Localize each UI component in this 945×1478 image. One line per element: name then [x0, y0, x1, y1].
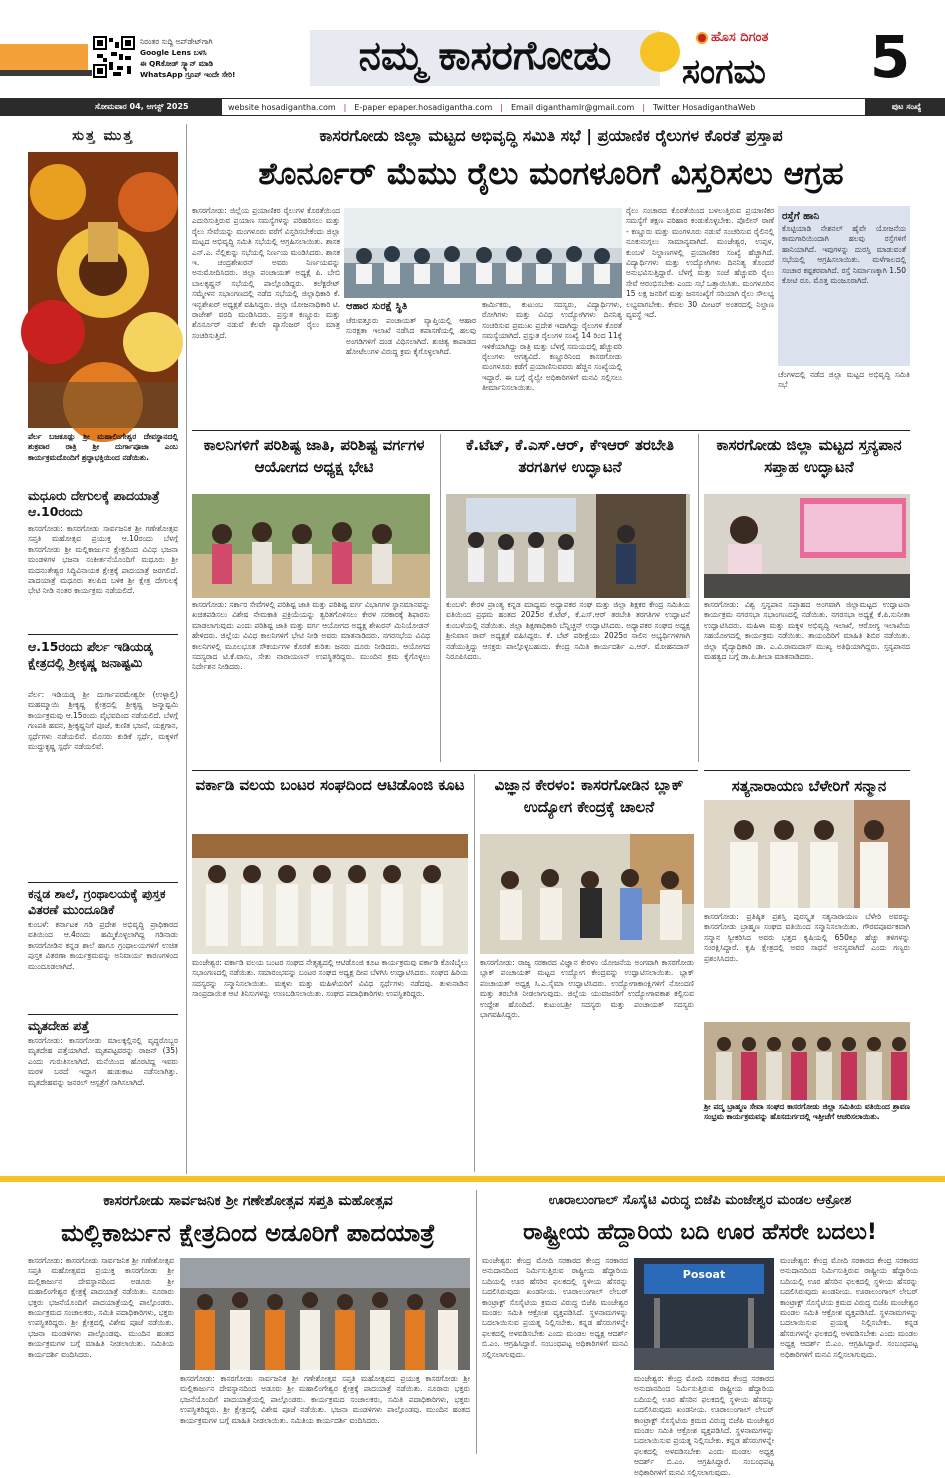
story-body: ಕಾಸರಗೋಡು: ಕಾಸರಗೋಡು ಸಾರ್ವಜನಿಕ ಶ್ರೀ ಗಣೇಶೋತ್ಸವ ಸಪ್ತತಿ ಮಹೋತ್ಸವದ ಪ್ರಯುಕ್ತ ಕಾಸರಗೋಡು ಶ್ರೀ ಮಲ್ಲಿಕಾರ್ಜುನ ದೇವಸ್ಥಾನದಿಂದ ಅಡೂರು ಶ್ರೀ ಮಹಾಲಿಂಗೇಶ್ವರ ಕ್ಷೇತ್ರಕ್ಕೆ ಪಾದಯಾತ್ರೆ ನಡೆಯಿತು. ನೂರಾರು ಭಕ್ತರು ಭಜನೆಯೊಂದಿಗೆ ಪಾದಯಾತ್ರೆಯಲ್ಲಿ ಪಾಲ್ಗೊಂಡರು. ಕಾರ್ಯಕ್ರಮದ ಸಂಚಾಲಕರು, ಸಮಿತಿ ಪದಾಧಿಕಾರಿಗಳು, ಭಕ್ತರು ಉಪಸ್ಥಿತರಿದ್ದರು. ಶ್ರೀ ಕ್ಷೇತ್ರದಲ್ಲಿ ವಿಶೇಷ ಪೂಜೆ ನಡೆಯಿತು. ಭಜನಾ ಮಂಡಳಿಗಳು ಪಾಲ್ಗೊಂಡವು. ಮುಂದಿನ ಹಂತದ ಕಾರ್ಯಕ್ರಮಗಳ ಬಗ್ಗೆ ಮಾಹಿತಿ ನೀಡಲಾಯಿತು. ಸಮಿತಿಯ ಕಾರ್ಯದರ್ಶಿ ವಂದಿಸಿದರು.	[180, 1374, 470, 1425]
lead-body: ಕಾರ್ಮಿಕರು, ಕುಟುಂಬ ಸದಸ್ಯರು, ವಿದ್ಯಾರ್ಥಿಗಳು, ರೋಗಿಗಳು ಮತ್ತು ವಿವಿಧ ಉದ್ಯೋಗಿಗಳು ದಿನನಿತ್ಯ ಸಂಚರಿಸುವ ಪ್ರಮುಖ ಪ್ರದೇಶ ಇದಾಗಿದ್ದು ರೈಲುಗಳ ಕೊರತೆ ಸಮಸ್ಯೆಯಾಗಿದೆ. ಪ್ರಸ್ತುತ ರೈಲುಗಳ ಸಂಖ್ಯೆ 14 ರಿಂದ 11ಕ್ಕೆ ಇಳಿಕೆಯಾಗಿದ್ದು ರಾತ್ರಿ ಮತ್ತು ಬೆಳಗ್ಗೆ ಸಮಯದಲ್ಲಿ ಹೆಚ್ಚುವರಿ ರೈಲುಗಳು ಅಗತ್ಯವಿದೆ. ಕಣ್ಣೂರಿನಿಂದ ಕಾಸರಗೋಡು ಮಂಗಳೂರು ಕಡೆಗೆ ಪ್ರಯಾಣಿಸುವವರು ಹೆಚ್ಚಿನ ಸಂಖ್ಯೆಯಲ್ಲಿ ಇದ್ದಾರೆ. ಈ ಬಗ್ಗೆ ರೈಲ್ವೇ ಅಧಿಕಾರಿಗಳಿಗೆ ಮನವಿ ಸಲ್ಲಿಸಲು ತೀರ್ಮಾನಿಸಲಾಯಿತು.	[482, 300, 622, 393]
story-body: ಮಂಜೇಶ್ವರ: ಕೇಂದ್ರ ಮೋದಿ ಸರಕಾರದ ಕೇಂದ್ರ ಸರಕಾರದ ಅನುದಾನದಿಂದ ನಿರ್ಮಿಸುತ್ತಿರುವ ರಾಷ್ಟ್ರೀಯ ಹೆದ್ದಾರಿಯ ಬದಿಯಲ್ಲಿ ಊರ ಹೆಸರಿನ ಫಲಕದಲ್ಲಿ ಸ್ಥಳೀಯ ಹೆಸರನ್ನು ಬದಲಿಸಿರುವುದು ಖಂಡನೀಯ. ಊರಾಲುಂಗಾಲ್ ಲೇಬರ್ ಕಾಂಟ್ರಾಕ್ಟ್ ಸೊಸೈಟಿಯ ಕ್ರಮದ ವಿರುದ್ಧ ಬಿಜೆಪಿ ಮಂಜೇಶ್ವರ ಮಂಡಲ ಸಮಿತಿ ಆಕ್ರೋಶ ವ್ಯಕ್ತಪಡಿಸಿದೆ. ಸ್ಥಳನಾಮಗಳನ್ನು ಬದಲಾಯಿಸುವ ಪ್ರಯತ್ನ ನಿಲ್ಲಿಸಬೇಕು. ಕನ್ನಡ ಹೆಸರುಗಳನ್ನೇ ಫಲಕದಲ್ಲಿ ಅಳವಡಿಸಬೇಕು ಎಂದು ಮಂಡಲ ಅಧ್ಯಕ್ಷ ಆದರ್ಶ್ ಬಿ.ಎಂ. ಆಗ್ರಹಿಸಿದ್ದಾರೆ. ಸಂಬಂಧಪಟ್ಟ ಅಧಿಕಾರಿಗಳಿಗೆ ಮನವಿ ಸಲ್ಲಿಸಲಾಗುವುದು.	[634, 1374, 774, 1477]
email-link[interactable]: Email diganthamlr@gmail.com	[510, 102, 635, 112]
website-link[interactable]: website hosadigantha.com	[228, 102, 336, 112]
story-headline: ವರ್ಕಾಡಿ ವಲಯ ಬಂಟರ ಸಂಘದಿಂದ ಆಟಿಡೊಂಜಿ ಕೂಟ	[195, 776, 465, 794]
story-body: ಮಂಜೇಶ್ವರ: ಕೇಂದ್ರ ಮೋದಿ ಸರಕಾರದ ಕೇಂದ್ರ ಸರಕಾರದ ಅನುದಾನದಿಂದ ನಿರ್ಮಿಸುತ್ತಿರುವ ರಾಷ್ಟ್ರೀಯ ಹೆದ್ದಾರಿಯ ಬದಿಯಲ್ಲಿ ಊರ ಹೆಸರಿನ ಫಲಕದಲ್ಲಿ ಸ್ಥಳೀಯ ಹೆಸರನ್ನು ಬದಲಿಸಿರುವುದು ಖಂಡನೀಯ. ಊರಾಲುಂಗಾಲ್ ಲೇಬರ್ ಕಾಂಟ್ರಾಕ್ಟ್ ಸೊಸೈಟಿಯ ಕ್ರಮದ ವಿರುದ್ಧ ಬಿಜೆಪಿ ಮಂಜೇಶ್ವರ ಮಂಡಲ ಸಮಿತಿ ಆಕ್ರೋಶ ವ್ಯಕ್ತಪಡಿಸಿದೆ. ಸ್ಥಳನಾಮಗಳನ್ನು ಬದಲಾಯಿಸುವ ಪ್ರಯತ್ನ ನಿಲ್ಲಿಸಬೇಕು. ಕನ್ನಡ ಹೆಸರುಗಳನ್ನೇ ಫಲಕದಲ್ಲಿ ಅಳವಡಿಸಬೇಕು ಎಂದು ಮಂಡಲ ಅಧ್ಯಕ್ಷ ಆದರ್ಶ್ ಬಿ.ಎಂ. ಆಗ್ರಹಿಸಿದ್ದಾರೆ. ಸಂಬಂಧಪಟ್ಟ ಅಧಿಕಾರಿಗಳಿಗೆ ಮನವಿ ಸಲ್ಲಿಸಲಾಗುವುದು.	[780, 1256, 918, 1359]
story-photo	[192, 494, 430, 598]
story-body: ಪೆರ್ಲ: ಇಡಿಯಡ್ಕ ಶ್ರೀ ದುರ್ಗಾಪರಮೇಶ್ವರೀ (ಉಳ್ಳಾಲ್ತಿ) ಮಹಮ್ಮಾಯಿ ಶ್ರೀಕೃಷ್ಣ ಕ್ಷೇತ್ರದಲ್ಲಿ ಶ್ರೀಕೃಷ್ಣ ಜನ್ಮಾಷ್ಟಮಿ ಕಾರ್ಯಕ್ರಮವು ಆ.15ರಂದು ವೈಭವದಿಂದ ನಡೆಯಲಿದೆ. ಬೆಳಗ್ಗೆ ಗಣಪತಿ ಹವನ, ಶ್ರೀಕೃಷ್ಣನಿಗೆ ಪೂಜೆ, ಕುಣಿತ ಭಜನೆ, ಯಕ್ಷಗಾನ, ಸ್ಪರ್ಧೆಗಳು ನಡೆಯಲಿವೆ. ಮೊಸರು ಕುಡಿಕೆ ಸ್ಪರ್ಧೆ, ಮಕ್ಕಳಿಗೆ ಮುದ್ದುಕೃಷ್ಣ ಸ್ಪರ್ಧೆ ನಡೆಯಲಿವೆ.	[28, 690, 178, 752]
story-body: ಕಾಸರಗೋಡು: ಕಾಸರಗೋಡು ಸಾರ್ವಜನಿಕ ಶ್ರೀ ಗಣೇಶೋತ್ಸವ ಸಪ್ತತಿ ಮಹೋತ್ಸವದ ಪ್ರಯುಕ್ತ ಕಾಸರಗೋಡು ಶ್ರೀ ಮಲ್ಲಿಕಾರ್ಜುನ ದೇವಸ್ಥಾನದಿಂದ ಅಡೂರು ಶ್ರೀ ಮಹಾಲಿಂಗೇಶ್ವರ ಕ್ಷೇತ್ರಕ್ಕೆ ಪಾದಯಾತ್ರೆ ನಡೆಯಿತು. ನೂರಾರು ಭಕ್ತರು ಭಜನೆಯೊಂದಿಗೆ ಪಾದಯಾತ್ರೆಯಲ್ಲಿ ಪಾಲ್ಗೊಂಡರು. ಕಾರ್ಯಕ್ರಮದ ಸಂಚಾಲಕರು, ಸಮಿತಿ ಪದಾಧಿಕಾರಿಗಳು, ಭಕ್ತರು ಉಪಸ್ಥಿತರಿದ್ದರು. ಶ್ರೀ ಕ್ಷೇತ್ರದಲ್ಲಿ ವಿಶೇಷ ಪೂಜೆ ನಡೆಯಿತು. ಭಜನಾ ಮಂಡಳಿಗಳು ಪಾಲ್ಗೊಂಡವು. ಮುಂದಿನ ಹಂತದ ಕಾರ್ಯಕ್ರಮಗಳ ಬಗ್ಗೆ ಮಾಹಿತಿ ನೀಡಲಾಯಿತು. ಸಮಿತಿಯ ಕಾರ್ಯದರ್ಶಿ ವಂದಿಸಿದರು.	[28, 1256, 174, 1359]
divider	[192, 430, 910, 431]
lead-body: ಚೆಂಗಳದಲ್ಲಿ ನಡೆದ ಜಿಲ್ಲಾ ಮಟ್ಟದ ಅಭಿವೃದ್ಧಿ ಸಮಿತಿ ಸಭೆ	[778, 370, 910, 390]
qr-line: WhatsApp ಗ್ರೂಪ್ ಇಂದೇ ಸೇರಿ!	[140, 70, 236, 79]
story-photo	[704, 800, 910, 908]
date-line: ಸೋಮವಾರ 04, ಆಗಸ್ಟ್ 2025	[95, 102, 189, 111]
story-headline: ವಿಜ್ಞಾನ ಕೇರಳಂ: ಕಾಸರಗೋಡಿನ ಬ್ಲಾಕ್ ಉದ್ಯೋಗ ಕೇಂದ್ರಕ್ಕೆ ಚಾಲನೆ	[494, 776, 684, 816]
story-photo	[704, 494, 910, 598]
section-logo: ಸುತ್ತ ಮುತ್ತ	[72, 128, 134, 144]
story-body: ಮಂಜೇಶ್ವರ: ಕೇಂದ್ರ ಮೋದಿ ಸರಕಾರದ ಕೇಂದ್ರ ಸರಕಾರದ ಅನುದಾನದಿಂದ ನಿರ್ಮಿಸುತ್ತಿರುವ ರಾಷ್ಟ್ರೀಯ ಹೆದ್ದಾರಿಯ ಬದಿಯಲ್ಲಿ ಊರ ಹೆಸರಿನ ಫಲಕದಲ್ಲಿ ಸ್ಥಳೀಯ ಹೆಸರನ್ನು ಬದಲಿಸಿರುವುದು ಖಂಡನೀಯ. ಊರಾಲುಂಗಾಲ್ ಲೇಬರ್ ಕಾಂಟ್ರಾಕ್ಟ್ ಸೊಸೈಟಿಯ ಕ್ರಮದ ವಿರುದ್ಧ ಬಿಜೆಪಿ ಮಂಜೇಶ್ವರ ಮಂಡಲ ಸಮಿತಿ ಆಕ್ರೋಶ ವ್ಯಕ್ತಪಡಿಸಿದೆ. ಸ್ಥಳನಾಮಗಳನ್ನು ಬದಲಾಯಿಸುವ ಪ್ರಯತ್ನ ನಿಲ್ಲಿಸಬೇಕು. ಕನ್ನಡ ಹೆಸರುಗಳನ್ನೇ ಫಲಕದಲ್ಲಿ ಅಳವಡಿಸಬೇಕು ಎಂದು ಮಂಡಲ ಅಧ್ಯಕ್ಷ ಆದರ್ಶ್ ಬಿ.ಎಂ. ಆಗ್ರಹಿಸಿದ್ದಾರೆ. ಸಂಬಂಧಪಟ್ಟ ಅಧಿಕಾರಿಗಳಿಗೆ ಮನವಿ ಸಲ್ಲಿಸಲಾಗುವುದು.	[482, 1256, 628, 1359]
lead-body: ರೈಲು ಸಂಚಾರದ ಕೊರತೆಯಿಂದ ಬಳಲುತ್ತಿರುವ ಪ್ರಯಾಣಿಕರ ಸಮಸ್ಯೆಗೆ ತಕ್ಷಣ ಪರಿಹಾರ ಕಂಡುಕೊಳ್ಳಬೇಕು. ಪೊಲೀಸ್ ಠಾಣೆ - ಕಣ್ಣೂರು ಮತ್ತು ಮಂಗಳೂರು ನಡುವೆ ಸಂಚರಿಸುವ ರೈಲಿನಲ್ಲಿ ನೂಕುನುಗ್ಗಲು ಸಾಮಾನ್ಯವಾಗಿದೆ. ಮಂಜೇಶ್ವರ, ಉಪ್ಪಳ, ಕುಂಬಳೆ ನಿಲ್ದಾಣಗಳಲ್ಲಿ ಪ್ರಯಾಣಿಕರ ಸಂಖ್ಯೆ ಹೆಚ್ಚಾಗಿದೆ. ವಿದ್ಯಾರ್ಥಿಗಳು ಮತ್ತು ಉದ್ಯೋಗಿಗಳು ದಿನನಿತ್ಯ ತೊಂದರೆ ಅನುಭವಿಸುತ್ತಿದ್ದಾರೆ. ಬೆಳಗ್ಗೆ ಮತ್ತು ಸಂಜೆ ಹೆಚ್ಚುವರಿ ರೈಲು ಸೇವೆ ಆರಂಭಿಸಬೇಕು ಎಂದು ಸಭೆ ಒತ್ತಾಯಿಸಿತು. ಮಂಗಳೂರಿನ 15 ಲಕ್ಷ ಜನರಿಗೆ ಮತ್ತು ಜನಸಂಖ್ಯೆಗೆ ಸರಿಯಾಗಿ ರೈಲು ಸೌಲಭ್ಯ ಲಭ್ಯವಾಗಬೇಕು. ಕೇವಲ 30 ಮೀಟರ್ ಅಂತರದಲ್ಲಿ ನಿಲ್ದಾಣ ವ್ಯವಸ್ಥೆ ಇದೆ.	[626, 206, 774, 320]
column-rule	[186, 124, 187, 1174]
divider	[704, 770, 910, 771]
side-box-heading: ರಸ್ತೆಗೆ ಹಾನಿ	[782, 211, 820, 222]
story-photo	[480, 834, 694, 954]
lead-photo	[344, 208, 622, 298]
supplement-name: ಸಂಗಮ	[682, 52, 766, 92]
story-photo	[704, 1022, 910, 1100]
paper-logo-icon	[696, 32, 708, 44]
column-rule	[474, 774, 475, 1172]
story-body: ಕಾಸರಗೋಡು: ಸರ್ಕಾರ ಸೇವೆಗಳಲ್ಲಿ ಪರಿಶಿಷ್ಟ ಜಾತಿ ಮತ್ತು ಪರಿಶಿಷ್ಟ ವರ್ಗ ವಿಭಾಗಗಳ ಸ್ಥಾನಮಾನವನ್ನು ಖಚಿತಪಡಿಸಲು ವಿಶೇಷ ನೇಮಕಾತಿ ಪ್ರಕ್ರಿಯೆಯನ್ನು ತ್ವರಿತಗೊಳಿಸಲು ಕೇರಳ ಸರಕಾರಕ್ಕೆ ಶಿಫಾರಸು ಮಾಡಲಾಗುವುದು ಎಂದು ಪರಿಶಿಷ್ಟ ಜಾತಿ ಮತ್ತು ವರ್ಗ ಆಯೋಗದ ಅಧ್ಯಕ್ಷ ಶೇಖರನ್ ಮಿನಿಯೋಡನ್ ಹೇಳಿದರು. ಜಿಲ್ಲೆಯ ವಿವಿಧ ಕಾಲನಿಗಳಿಗೆ ಭೇಟಿ ನೀಡಿ ಅವರು ಮಾತನಾಡಿದರು. ನಗರಸಭೆಯ ವಿವಿಧ ಕಾಲನಿಗಳಲ್ಲಿ ಮೂಲಭೂತ ಸೌಕರ್ಯಗಳ ಕೊರತೆ ಕುರಿತು ಜನರು ದೂರು ನೀಡಿದರು. ಆಯೋಗದ ಸದಸ್ಯರಾದ ಟಿ.ಕೆ.ವಾಸು, ಸೇತು ನಾರಾಯಣನ್ ಉಪಸ್ಥಿತರಿದ್ದರು. ಮುಂದಿನ ಕ್ರಮ ಕೈಗೊಳ್ಳಲು ನಿರ್ದೇಶನ ನೀಡಿದರು.	[192, 600, 430, 672]
pages-label: ಪುಟ ಸಂಖ್ಯೆ	[891, 102, 922, 111]
story-heading: ಮಧೂರು ದೇಗುಲಕ್ಕೆ ಪಾದಯಾತ್ರೆ ಆ.10ರಂದು	[28, 488, 160, 519]
story-body: ಕಾಸರಗೋಡು: ಕಾಸರಗೋಡು ಮಾಲಕ್ಕಲ್ಲಿನಲ್ಲಿ ವೃದ್ಧರೊಬ್ಬರ ಮೃತದೇಹ ಪತ್ತೆಯಾಗಿದೆ. ಮೃತಪಟ್ಟವರನ್ನು ರಾಜನ್ (35) ಎಂದು ಗುರುತಿಸಲಾಗಿದೆ. ಮನೆಯಿಂದ ಹೊರಟಿದ್ದ ಇವರು ಮರಳಿ ಬರದೆ ಇದ್ದಾಗ ಹುಡುಕಾಟ ನಡೆಸಲಾಗಿತ್ತು. ಮೃತದೇಹವನ್ನು ಜನರಲ್ ಆಸ್ಪತ್ರೆಗೆ ಸಾಗಿಸಲಾಗಿದೆ.	[28, 1036, 178, 1087]
story-photo	[180, 1258, 470, 1370]
page-number: 5	[869, 23, 911, 91]
lead-body: ಕಾಸರಗೋಡು: ಜಿಲ್ಲೆಯ ಪ್ರಯಾಣಿಕರ ರೈಲುಗಳ ಕೊರತೆಯಿಂದ ಎದುರಿಸುತ್ತಿರುವ ಪ್ರಯಾಣ ಸಮಸ್ಯೆಗಳನ್ನು ಪರಿಹರಿಸಲು ಮತ್ತು ರೈಲು ಸೇವೆಯನ್ನು ಮಂಗಳೂರು ವರೆಗೆ ವಿಸ್ತರಿಸಬೇಕೆಂದು ಜಿಲ್ಲಾ ಮಟ್ಟದ ಅಭಿವೃದ್ಧಿ ಸಮಿತಿ ಸಭೆಯಲ್ಲಿ ಆಗ್ರಹಿಸಲಾಯಿತು. ಶಾಸಕ ಎನ್.ಎ. ನೆಲ್ಲಿಕುನ್ನು ಸಭೆಯಲ್ಲಿ ನಿರ್ಣಯ ಮಂಡಿಸಿದರು. ಶಾಸಕ ಇ. ಚಂದ್ರಶೇಖರನ್ ಅವರು ನಿರ್ಣಯವನ್ನು ಅನುಮೋದಿಸಿದರು. ಜಿಲ್ಲಾ ಪಂಚಾಯತ್ ಅಧ್ಯಕ್ಷೆ ಪಿ. ಬೇಬಿ ಬಾಲಕೃಷ್ಣನ್ ಸಭೆಯಲ್ಲಿ ಪಾಲ್ಗೊಂಡಿದ್ದರು. ಕಲೆಕ್ಟರೇಟ್ ಸಮ್ಮೇಳನ ಸಭಾಂಗಣದಲ್ಲಿ ನಡೆದ ಸಭೆಯಲ್ಲಿ ಜಿಲ್ಲಾಧಿಕಾರಿ ಕೆ. ಇನ್ಬಶೇಖರ್ ಅಧ್ಯಕ್ಷತೆ ವಹಿಸಿದ್ದರು. ಜಿಲ್ಲಾ ಯೋಜನಾಧಿಕಾರಿ ಟಿ. ರಾಜೇಶ್ ವರದಿ ಮಂಡಿಸಿದರು. ಪ್ರಸ್ತುತ ಕಣ್ಣೂರು ಮತ್ತು ಶೊರ್ನೂರ್ ನಡುವೆ ಕೆಲವೇ ಪ್ಯಾಸೆಂಜರ್ ರೈಲು ಮಾತ್ರ ಸಂಚರಿಸುತ್ತಿದೆ.	[192, 206, 340, 340]
twitter-link[interactable]: Twitter HosadiganthaWeb	[653, 102, 756, 112]
column-rule	[476, 1190, 477, 1454]
qr-line: ನಿರಂತರ ಸುದ್ದಿ ಅಪ್‌ಡೇಟ್‌ಗಾಗಿ	[140, 37, 213, 46]
story-headline: ಕಾಸರಗೋಡು ಜಿಲ್ಲಾ ಮಟ್ಟದ ಸ್ತನ್ಯಪಾನ ಸಪ್ತಾಹ ಉದ್ಘಾಟನೆ	[716, 436, 902, 476]
paper-name-text: ಹೊಸ ದಿಗಂತ	[711, 30, 769, 45]
lead-headline: ಶೊರ್ನೂರ್ ಮೆಮು ರೈಲು ಮಂಗಳೂರಿಗೆ ವಿಸ್ತರಿಸಲು ಆಗ್ರಹ	[258, 156, 844, 192]
divider	[28, 882, 178, 883]
epaper-link[interactable]: E-paper epaper.hosadigantha.com	[354, 102, 493, 112]
masthead-swoosh	[0, 40, 92, 76]
story-headline: ಸತ್ಯನಾರಾಯಣ ಬೆಳೇರಿಗೆ ಸನ್ಮಾನ	[731, 777, 887, 795]
story-body: ಕಾಸರಗೋಡು: ಕಾಸರಗೋಡು ಸಾರ್ವಜನಿಕ ಶ್ರೀ ಗಣೇಶೋತ್ಸವ ಸಪ್ತತಿ ಮಹೋತ್ಸವ ಪ್ರಯುಕ್ತ ಆ.10ರಂದು ಬೆಳಗ್ಗೆ ಕಾಸರಗೋಡು ಶ್ರೀ ಮಲ್ಲಿಕಾರ್ಜುನ ಕ್ಷೇತ್ರದಿಂದ ವಿವಿಧ ಭಜನಾ ಮಂಡಳಿಗಳ ಭಜನಾ ಸಂಕೀರ್ತನೆಯೊಂದಿಗೆ ಮಧೂರು ಶ್ರೀ ಮದನಂತೇಶ್ವರ ಸಿದ್ಧಿವಿನಾಯಕ ಕ್ಷೇತ್ರಕ್ಕೆ ಪಾದಯಾತ್ರೆ ಜರಗಲಿದೆ. ಪಾದಯಾತ್ರೆ ಮಧೂರು ತಲಪಿದ ಬಳಿಕ ಶ್ರೀ ಕ್ಷೇತ್ರ ದೇಗುಲಕ್ಕೆ ಭೇಟಿ ನೀಡಿ ನಂತರ ಕಾರ್ಯಕ್ರಮ ನಡೆಯಲಿದೆ.	[28, 524, 178, 596]
bottom-rule	[0, 1176, 945, 1182]
story-heading: ಆ.15ರಂದು ಪೆರ್ಲ ಇಡಿಯಡ್ಕ ಕ್ಷೇತ್ರದಲ್ಲಿ ಶ್ರೀಕೃಷ್ಣ ಜನಾಷ್ಟಮಿ	[28, 639, 153, 670]
left-column	[28, 124, 178, 1172]
page-title: ನಮ್ಮ ಕಾಸರಗೋಡು	[358, 32, 612, 79]
story-body: ಕುಂಬಳೆ: ಕೇರಳ ಪ್ರಾಂತ್ಯ ಕನ್ನಡ ಮಾಧ್ಯಮ ಅಧ್ಯಾಪಕರ ಸಂಘ ಮತ್ತು ಜಿಲ್ಲಾ ಶಿಕ್ಷಕರ ಕೇಂದ್ರ ಸಮಿತಿಯ ವತಿಯಿಂದ ಪ್ರಥಮ ಹಂತದ 2025ರ ಕೆ.ಟೆಟ್, ಕೆ.ಎಸ್.ಆರ್ ತರಬೇತಿ ತರಗತಿಗಳ ಉದ್ಘಾಟನೆ ಕುಂಬಳೆಯಲ್ಲಿ ನಡೆಯಿತು. ಜಿಲ್ಲಾ ಶಿಕ್ಷಣಾಧಿಕಾರಿ ಬೆನ್ನಿಚ್ಚನ್ ಉದ್ಘಾಟಿಸಿದರು. ಅಧ್ಯಾಪಕರ ಸಂಘದ ಅಧ್ಯಕ್ಷ ಶ್ರೀನಿವಾಸ ರಾವ್ ಅಧ್ಯಕ್ಷತೆ ವಹಿಸಿದ್ದರು. ಕೆ. ಬೆಟ್ ಪರೀಕ್ಷೆಯು 2025ರ ಸಾಲಿನ ಅಭ್ಯರ್ಥಿಗಳಿಗಾಗಿ ನಡೆಯುತ್ತಿದ್ದು ಆಸಕ್ತರು ಪಾಲ್ಗೊಳ್ಳಬಹುದು. ಕೇಂದ್ರ ಸಮಿತಿ ಕಾರ್ಯದರ್ಶಿ ಎ.ಆರ್. ಮೋಹನದಾಸ್ ನಿರೂಪಿಸಿದರು.	[446, 600, 690, 662]
story-body: ಕಾಸರಗೋಡು: ಪ್ರತಿಷ್ಠಿತ ಪ್ರಶಸ್ತಿ ಪುರಸ್ಕೃತ ಸತ್ಯನಾರಾಯಣ ಬೆಳೇರಿ ಅವರನ್ನು ಕಾಸರಗೋಡು ಬ್ರಾಹ್ಮಣ ಸಂಘದ ವತಿಯಿಂದ ಸನ್ಮಾನಿಸಲಾಯಿತು. ಗೌರವಪೂರ್ವಕವಾಗಿ ಸನ್ಮಾನ ಸ್ವೀಕರಿಸಿದ ಅವರು ಭತ್ತದ ಕೃಷಿಯಲ್ಲಿ 650ಕ್ಕೂ ಹೆಚ್ಚು ತಳಿಗಳನ್ನು ಸಂರಕ್ಷಿಸಿದ್ದಾರೆ. ಕೃಷಿ ಕ್ಷೇತ್ರದಲ್ಲಿ ಅವರ ಸಾಧನೆ ಅನನ್ಯವಾಗಿದೆ ಎಂದು ಗಣ್ಯರು ಪ್ರಶಂಸಿಸಿದರು.	[704, 912, 910, 963]
story-body: ಕಾಸರಗೋಡು: ವಿಶ್ವ ಸ್ತನ್ಯಪಾನ ಸಪ್ತಾಹದ ಅಂಗವಾಗಿ ಜಿಲ್ಲಾಮಟ್ಟದ ಉದ್ಘಾಟನಾ ಕಾರ್ಯಕ್ರಮ ನಗರಸಭಾ ಸಭಾಂಗಣದಲ್ಲಿ ನಡೆಯಿತು. ನಗರಸಭಾ ಅಧ್ಯಕ್ಷೆ ಕೆ.ಪಿ.ಸುನೀತಾ ಉದ್ಘಾಟಿಸಿದರು. ಮಹಿಳಾ ಮತ್ತು ಮಕ್ಕಳ ಅಭಿವೃದ್ಧಿ ಇಲಾಖೆ, ಆರೋಗ್ಯ ಇಲಾಖೆಯ ಸಹಯೋಗದಲ್ಲಿ ಕಾರ್ಯಕ್ರಮ ನಡೆಯಿತು. ತಾಯಂದಿರಿಗೆ ಮಾಹಿತಿ ಶಿಬಿರ ನಡೆಯಿತು. ಜಿಲ್ಲಾ ವೈದ್ಯಾಧಿಕಾರಿ ಡಾ. ಎ.ವಿ.ರಾಮದಾಸ್ ಮುಖ್ಯ ಅತಿಥಿಯಾಗಿದ್ದರು. ಸ್ತನ್ಯಪಾನದ ಮಹತ್ವದ ಬಗ್ಗೆ ಡಾ.ಪಿ.ಶೀಬಾ ಮಾತನಾಡಿದರು.	[704, 600, 910, 662]
story-headline: ರಾಷ್ಟ್ರೀಯ ಹೆದ್ದಾರಿಯ ಬದಿ ಊರ ಹೆಸರೇ ಬದಲು!	[523, 1220, 877, 1245]
story-headline: ಕೆ.ಟೆಟ್, ಕೆ.ಎಸ್.ಆರ್, ಕೆಇಆರ್ ತರಬೇತಿ ತರಗತಿಗಳ ಉದ್ಘಾಟನೆ	[466, 436, 674, 476]
photo-caption: ಶ್ರೀ ಪದ್ಮ ಬ್ರಾಹ್ಮಣ ಸೇವಾ ಸಂಘದ ಕಾಸರಗೋಡು ಜಿಲ್ಲಾ ಸಮಿತಿಯ ವತಿಯಿಂದ ಶ್ರಾವಣ ಸಂಭ್ರಮ ಕಾರ್ಯಕ್ರಮವನ್ನು ಹೊಸದುರ್ಗದಲ್ಲಿ ಇತ್ತೀಚೆಗೆ ಆಚರಿಸಲಾಯಿತು.	[704, 1102, 910, 1122]
story-heading: ಕನ್ನಡ ಶಾಲೆ, ಗ್ರಂಥಾಲಯಕ್ಕೆ ಪುಸ್ತಕ ವಿತರಣೆ ಮುಂದೂಡಿಕೆ	[28, 886, 166, 917]
sub-heading: ಆಹಾರ ಸುರಕ್ಷೆ ಸ್ಥಿತಿ	[346, 301, 408, 312]
lead-kicker: ಕಾಸರಗೋಡು ಜಿಲ್ಲಾ ಮಟ್ಟದ ಅಭಿವೃದ್ಧಿ ಸಮಿತಿ ಸಭೆ | ಪ್ರಯಾಣಿಕ ರೈಲುಗಳ ಕೊರತೆ ಪ್ರಸ್ತಾಪ	[319, 126, 783, 145]
qr-line: ಈ QRಕೋಡ್ ಸ್ಕ್ಯಾನ್ ಮಾಡಿ	[140, 59, 214, 68]
story-kicker: ಊರಾಲುಂಗಾಲ್ ಸೊಸೈಟಿ ವಿರುದ್ಧ ಬಿಜೆಪಿ ಮಂಜೇಶ್ವರ ಮಂಡಲ ಆಕ್ರೋಶ	[548, 1193, 852, 1208]
story-headline: ಮಲ್ಲಿಕಾರ್ಜುನ ಕ್ಷೇತ್ರದಿಂದ ಅಡೂರಿಗೆ ಪಾದಯಾತ್ರೆ	[61, 1219, 435, 1247]
story-kicker: ಕಾಸರಗೋಡು ಸಾರ್ವಜನಿಕ ಶ್ರೀ ಗಣೇಶೋತ್ಸವ ಸಪ್ತತಿ ಮಹೋತ್ಸವ	[103, 1193, 393, 1209]
story-photo	[192, 834, 468, 954]
masthead-yellow-dot	[640, 32, 680, 72]
side-box-body: ಕೊಟ್ಟಿಯಾಡಿ ನೇಶನಲ್ ಹೈವೇ ಯೋಜನೆಯ ಕಾಮಗಾರಿಯಿಂದಾಗಿ ಹಲವು ರಸ್ತೆಗಳಿಗೆ ಹಾನಿಯಾಗಿದೆ. ಇವುಗಳನ್ನು ದುರಸ್ತಿ ಮಾಡುವಂತೆ ಸಭೆಯಲ್ಲಿ ಆಗ್ರಹಿಸಲಾಯಿತು. ಮಳೆಗಾಲದಲ್ಲಿ ಸಂಚಾರ ಕಷ್ಟಕರವಾಗಿದೆ. ರಸ್ತೆ ನಿರ್ಮಾಣಕ್ಕಾಗಿ 1.50 ಕೋಟಿ ರೂ. ಮೊತ್ತ ಮಂಜೂರಾಗಿದೆ.	[782, 224, 906, 286]
side-box	[778, 206, 910, 366]
temple-photo	[28, 152, 178, 428]
divider	[192, 770, 698, 771]
qr-line: Google Lens ಬಳಸಿ	[140, 48, 207, 57]
contact-band: website hosadigantha.com | E-paper epaper.hosadigantha.com | Email diganthamlr@gmail.com | Twitter HosadiganthaWeb	[222, 99, 865, 115]
lead-body: ಚೆರುವತ್ತೂರು ಪಂಚಾಯತ್ ವ್ಯಾಪ್ತಿಯಲ್ಲಿ ಆಹಾರ ಸುರಕ್ಷತಾ ಇಲಾಖೆ ನಡೆಸಿದ ತಪಾಸಣೆಯಲ್ಲಿ ಹಲವು ಅಂಗಡಿಗಳಿಗೆ ದಂಡ ವಿಧಿಸಲಾಗಿದೆ. ಶುಚಿತ್ವ ಕಾಪಾಡದ ಹೋಟೆಲುಗಳ ವಿರುದ್ಧ ಕ್ರಮ ಕೈಗೊಳ್ಳಲಾಗಿದೆ.	[346, 316, 476, 357]
qr-code	[93, 36, 135, 78]
story-body: ಕಾಸರಗೋಡು: ರಾಜ್ಯ ಸರಕಾರದ ವಿಜ್ಞಾನ ಕೇರಳಂ ಯೋಜನೆಯ ಅಂಗವಾಗಿ ಕಾಸರಗೋಡು ಬ್ಲಾಕ್ ಪಂಚಾಯತ್ ಮಟ್ಟದ ಉದ್ಯೋಗ ಕೇಂದ್ರವನ್ನು ಉದ್ಘಾಟಿಸಲಾಯಿತು. ಬ್ಲಾಕ್ ಪಂಚಾಯತ್ ಅಧ್ಯಕ್ಷ ಸಿ.ಎ.ಸೈಮಾ ಉದ್ಘಾಟಿಸಿದರು. ಉದ್ಯೋಗಾಕಾಂಕ್ಷಿಗಳಿಗೆ ನೋಂದಣಿ ಮತ್ತು ತರಬೇತಿ ನೀಡಲಾಗುವುದು. ಜಿಲ್ಲೆಯ ಯುವಜನರಿಗೆ ಉದ್ಯೋಗಾವಕಾಶ ಕಲ್ಪಿಸುವ ಉದ್ದೇಶ ಹೊಂದಿದೆ. ಕುಟುಂಬಶ್ರೀ ಸದಸ್ಯರು ಮತ್ತು ಪಂಚಾಯತ್ ಸದಸ್ಯರು ಭಾಗವಹಿಸಿದ್ದರು.	[480, 958, 694, 1020]
column-rule	[698, 434, 699, 762]
story-body: ಮಂಜೇಶ್ವರ: ವರ್ಕಾಡಿ ವಲಯ ಬಂಟರ ಸಂಘದ ನೇತೃತ್ವದಲ್ಲಿ ಆಟಿಡೊಂಜಿ ಕೂಟ ಕಾರ್ಯಕ್ರಮವು ವರ್ಕಾಡಿ ಕೊಣಿಬೈಲು ಸಭಾಂಗಣದಲ್ಲಿ ನಡೆಯಿತು. ಸಮಾರಂಭವನ್ನು ಬಂಟರ ಸಂಘದ ಅಧ್ಯಕ್ಷ ದೀಪ ಬೆಳಗಿಸಿ ಉದ್ಘಾಟಿಸಿದರು. ಸಂಘದ ಹಿರಿಯ ಸದಸ್ಯರನ್ನು ಸನ್ಮಾನಿಸಲಾಯಿತು. ಮಕ್ಕಳು ಮತ್ತು ಮಹಿಳೆಯರಿಗೆ ವಿವಿಧ ಸ್ಪರ್ಧೆಗಳು ನಡೆದವು. ತುಳುನಾಡಿನ ಸಾಂಪ್ರದಾಯಿಕ ಆಟಿ ತಿನಿಸುಗಳನ್ನು ಉಣಬಡಿಸಲಾಯಿತು. ಸಂಘದ ಪದಾಧಿಕಾರಿಗಳು ಉಪಸ್ಥಿತರಿದ್ದರು.	[192, 958, 468, 999]
paper-name	[696, 30, 836, 45]
story-body: ಕುಂಬಳೆ: ಕರ್ನಾಟಕ ಗಡಿ ಪ್ರದೇಶ ಅಭಿವೃದ್ಧಿ ಪ್ರಾಧಿಕಾರದ ವತಿಯಿಂದ ಆ.4ರಂದು ಹಮ್ಮಿಕೊಳ್ಳಲಾಗಿದ್ದ ಗಡಿನಾಡು ಕಾಸರಗೋಡಿನ ಕನ್ನಡ ಶಾಲೆ ಹಾಗೂ ಗ್ರಂಥಾಲಯಗಳಿಗೆ ಉಚಿತ ಪುಸ್ತಕ ವಿತರಣಾ ಕಾರ್ಯಕ್ರಮವನ್ನು ಅನಿವಾರ್ಯ ಕಾರಣಗಳಿಂದ ಮುಂದೂಡಲಾಗಿದೆ.	[28, 920, 178, 971]
divider	[28, 1014, 178, 1015]
story-headline: ಕಾಲನಿಗಳಿಗೆ ಪರಿಶಿಷ್ಟ ಜಾತಿ, ಪರಿಶಿಷ್ಟ ವರ್ಗಗಳ ಆಯೋಗದ ಅಧ್ಯಕ್ಷ ಭೇಟಿ	[203, 436, 425, 476]
photo-caption: ಪೆರ್ಲ ಬಜಕೂಡ್ಲು ಶ್ರೀ ಮಹಾಲಿಂಗೇಶ್ವರ ದೇವಸ್ಥಾನದಲ್ಲಿ ಶುಕ್ರವಾರ ರಾತ್ರಿ ಶ್ರೀ ದುರ್ಗಾಪೂಜಾ ಎಂಬ ಕಾರ್ಯಕ್ರಮದೊಂದಿಗೆ ಶ್ರದ್ಧಾಭಕ್ತಿಯಿಂದ ನಡೆಯಿತು.	[28, 432, 178, 462]
masthead	[0, 0, 945, 120]
column-rule	[440, 434, 441, 762]
qr-text	[140, 36, 310, 80]
divider	[28, 634, 178, 635]
story-photo	[446, 494, 690, 598]
story-heading: ಮೃತದೇಹ ಪತ್ತೆ	[28, 1018, 90, 1033]
road-sign-text: Posoat	[682, 1268, 726, 1281]
